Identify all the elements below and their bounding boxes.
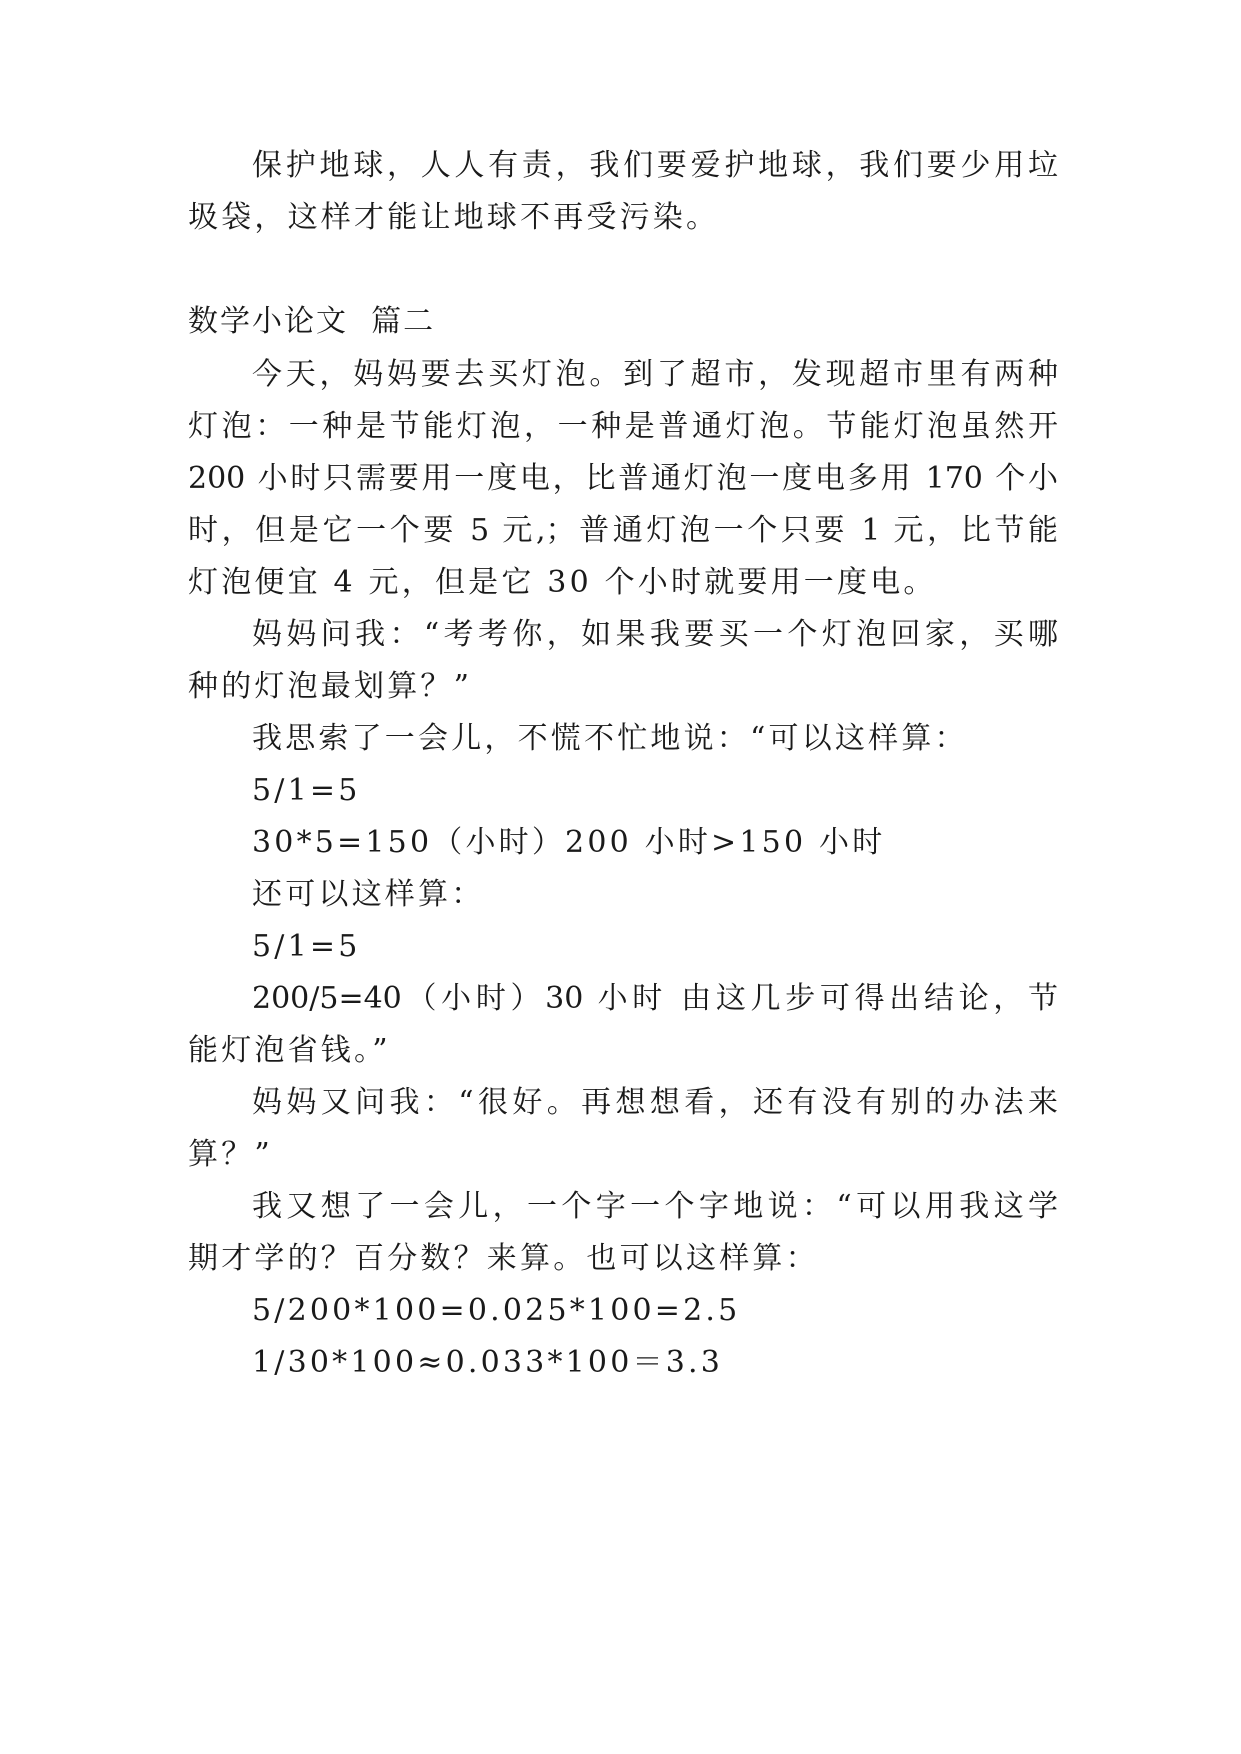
paragraph-1-line-1: 保护地球，人人有责，我们要爱护地球，我们要少用垃 [252, 148, 1058, 183]
paragraph-6-line-1: 200/5=40（小时）30 小时 由这几步可得出结论，节 [252, 981, 1058, 1016]
paragraph-4: 我思索了一会儿，不慌不忙地说：“可以这样算： [252, 721, 968, 756]
paragraph-5: 还可以这样算： [252, 877, 485, 912]
paragraph-2-line-4: 时，但是它一个要 5 元,；普通灯泡一个只要 1 元，比节能 [188, 513, 1058, 548]
paragraph-1-line-2: 圾袋，这样才能让地球不再受污染。 [188, 200, 720, 235]
paragraph-7-line-1: 妈妈又问我：“很好。再想想看，还有没有别的办法来 [252, 1085, 1058, 1120]
calculation-4: 5/200*100=0.025*100=2.5 [252, 1293, 741, 1328]
calculation-5: 1/30*100≈0.033*100＝3.3 [252, 1345, 724, 1380]
paragraph-2-line-1: 今天，妈妈要去买灯泡。到了超市，发现超市里有两种 [252, 357, 1058, 392]
paragraph-8-line-2: 期才学的？百分数？来算。也可以这样算： [188, 1241, 819, 1276]
paragraph-3-line-1: 妈妈问我：“考考你，如果我要买一个灯泡回家，买哪 [252, 617, 1058, 652]
paragraph-8-line-1: 我又想了一会儿，一个字一个字地说：“可以用我这学 [252, 1189, 1058, 1224]
section-title: 数学小论文 篇二 [188, 304, 436, 339]
calculation-1: 5/1=5 [252, 773, 361, 808]
calculation-3: 5/1=5 [252, 929, 361, 964]
paragraph-3-line-2: 种的灯泡最划算？” [188, 669, 473, 704]
paragraph-2-line-5: 灯泡便宜 4 元，但是它 30 个小时就要用一度电。 [188, 565, 937, 600]
paragraph-2-line-2: 灯泡：一种是节能灯泡，一种是普通灯泡。节能灯泡虽然开 [188, 409, 1058, 444]
paragraph-6-line-2: 能灯泡省钱。” [188, 1033, 391, 1068]
calculation-2: 30*5=150（小时）200 小时>150 小时 [252, 825, 886, 860]
paragraph-2-line-3: 200 小时只需要用一度电，比普通灯泡一度电多用 170 个小 [188, 461, 1058, 496]
paragraph-7-line-2: 算？” [188, 1137, 273, 1172]
